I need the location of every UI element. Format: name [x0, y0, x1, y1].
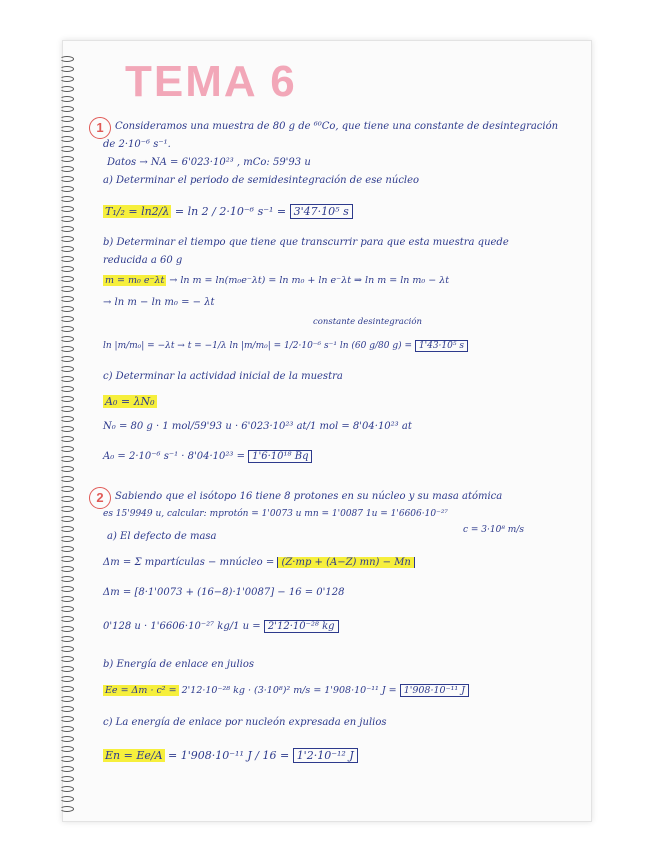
ee-calc: 2'12·10⁻²⁸ kg · (3·10⁸)² m/s = 1'908·10⁻¹¹ J = [181, 685, 397, 696]
notebook-page [62, 40, 592, 822]
p1-data: Datos → NA = 6'023·10²³ , mCo: 59'93 u [107, 157, 311, 168]
p2-statement: Sabiendo que el isótopo 16 tiene 8 protones en su núcleo y su masa atómica [115, 491, 503, 502]
spiral-coil [60, 56, 74, 62]
decay-step3: ln |m/m₀| = −λt → t = −1/λ ln |m/m₀| = 1/2·10⁻⁶ s⁻¹ ln (60 g/80 g) = [103, 341, 413, 351]
spiral-coil [60, 696, 74, 702]
spiral-coil [60, 686, 74, 692]
ee-result: 1'908·10⁻¹¹ J [400, 684, 469, 697]
spiral-coil [60, 156, 74, 162]
spiral-coil [60, 456, 74, 462]
p2-dm-conv-line [103, 621, 339, 632]
spiral-coil [60, 766, 74, 772]
p2-question-a: a) El defecto de masa [107, 531, 217, 542]
spiral-coil [60, 96, 74, 102]
spiral-coil [60, 666, 74, 672]
spiral-coil [60, 226, 74, 232]
spiral-coil [60, 296, 74, 302]
spiral-coil [60, 556, 74, 562]
p1-decay-line [103, 275, 449, 286]
spiral-coil [60, 236, 74, 242]
ee-formula: Ee = Δm · c² = [105, 685, 177, 696]
spiral-coil [60, 726, 74, 732]
spiral-coil [60, 336, 74, 342]
spiral-coil [60, 536, 74, 542]
spiral-coil [60, 786, 74, 792]
p2-c-value: c = 3·10⁸ m/s [463, 525, 524, 535]
p2-en-line [103, 749, 358, 762]
t12-result: 3'47·10⁵ s [290, 204, 353, 219]
spiral-coil [60, 676, 74, 682]
spiral-coil [60, 416, 74, 422]
spiral-coil [60, 656, 74, 662]
spiral-coil [60, 716, 74, 722]
a0-result: 1'6·10¹⁸ Bq [248, 450, 312, 463]
spiral-coil [60, 206, 74, 212]
spiral-coil [60, 136, 74, 142]
decay-step1: → ln m = ln(m₀e⁻λt) = ln m₀ + ln e⁻λt ⇒ ln m = ln m₀ − λt [169, 275, 450, 286]
spiral-coil [60, 266, 74, 272]
dm-formula: (Z·mp + (A−Z) mn) − Mn [277, 557, 414, 568]
a0-calc-line [103, 451, 312, 462]
spiral-coil [60, 646, 74, 652]
spiral-coil [60, 356, 74, 362]
spiral-coil [60, 66, 74, 72]
spiral-coil [60, 776, 74, 782]
spiral-coil [60, 116, 74, 122]
spiral-coil [60, 406, 74, 412]
a0-calc: A₀ = 2·10⁻⁶ s⁻¹ · 8'04·10²³ = [103, 451, 245, 462]
p1-statement: Consideramos una muestra de 80 g de ⁶⁰Co, que tiene una constante de desintegración [115, 121, 559, 132]
p2-ee-line [103, 685, 469, 696]
spiral-coil [60, 636, 74, 642]
problem-number-2: 2 [89, 487, 111, 509]
p1-statement-cont: de 2·10⁻⁶ s⁻¹. [103, 139, 171, 150]
spiral-coil [60, 106, 74, 112]
dm-def: Δm = Σ mpartículas − mnúcleo = [103, 557, 275, 568]
decay-formula: m = m₀ e⁻λt [105, 275, 165, 286]
spiral-coil [60, 496, 74, 502]
p2-dm-line [103, 557, 415, 568]
spiral-coil [60, 706, 74, 712]
spiral-coil [60, 546, 74, 552]
spiral-coil [60, 166, 74, 172]
en-calc: = 1'908·10⁻¹¹ J / 16 = [168, 749, 290, 762]
page-title: TEMA 6 [125, 57, 297, 106]
p2-question-b: b) Energía de enlace en julios [103, 659, 255, 670]
spiral-coil [60, 736, 74, 742]
problem-number-1: 1 [89, 117, 111, 139]
spiral-coil [60, 436, 74, 442]
dm-result: 2'12·10⁻²⁸ kg [264, 620, 339, 633]
dm-calc: Δm = [8·1'0073 + (16−8)·1'0087] − 16 = 0'128 [103, 587, 345, 598]
spiral-coil [60, 366, 74, 372]
spiral-coil [60, 306, 74, 312]
n0-calc: N₀ = 80 g · 1 mol/59'93 u · 6'023·10²³ at/1 mol = 8'04·10²³ at [103, 421, 412, 432]
spiral-coil [60, 396, 74, 402]
spiral-coil [60, 426, 74, 432]
spiral-coil [60, 606, 74, 612]
spiral-coil [60, 616, 74, 622]
spiral-coil [60, 526, 74, 532]
p1-question-c: c) Determinar la actividad inicial de la muestra [103, 371, 343, 382]
spiral-coil [60, 506, 74, 512]
spiral-coil [60, 316, 74, 322]
p2-question-c: c) La energía de enlace por nucleón expresada en julios [103, 717, 387, 728]
spiral-coil [60, 126, 74, 132]
p1-t12-line [103, 205, 353, 218]
spiral-coil [60, 516, 74, 522]
spiral-coil [60, 566, 74, 572]
spiral-binding [60, 56, 74, 816]
decay-annotation: constante desintegración [313, 317, 422, 327]
spiral-coil [60, 326, 74, 332]
p1-question-a: a) Determinar el periodo de semidesintegración de ese núcleo [103, 175, 420, 186]
dm-conv: 0'128 u · 1'6606·10⁻²⁷ kg/1 u = [103, 621, 261, 632]
spiral-coil [60, 246, 74, 252]
a0-formula: A₀ = λN₀ [105, 395, 155, 408]
t12-formula: T₁/₂ = ln2/λ [105, 205, 170, 218]
spiral-coil [60, 256, 74, 262]
p1-question-b-cont: reducida a 60 g [103, 255, 183, 266]
spiral-coil [60, 146, 74, 152]
spiral-coil [60, 796, 74, 802]
p2-statement-cont: es 15'9949 u, calcular: mprotón = 1'0073 u mn = 1'0087 1u = 1'6606·10⁻²⁷ [103, 509, 449, 519]
spiral-coil [60, 346, 74, 352]
spiral-coil [60, 626, 74, 632]
en-result: 1'2·10⁻¹² J [293, 748, 358, 763]
spiral-coil [60, 806, 74, 812]
spiral-coil [60, 76, 74, 82]
spiral-coil [60, 286, 74, 292]
spiral-coil [60, 596, 74, 602]
spiral-coil [60, 86, 74, 92]
spiral-coil [60, 176, 74, 182]
spiral-coil [60, 746, 74, 752]
spiral-coil [60, 476, 74, 482]
spiral-coil [60, 586, 74, 592]
t12-calc: = ln 2 / 2·10⁻⁶ s⁻¹ = [174, 205, 287, 218]
spiral-coil [60, 216, 74, 222]
spiral-coil [60, 486, 74, 492]
spiral-coil [60, 186, 74, 192]
spiral-coil [60, 446, 74, 452]
spiral-coil [60, 756, 74, 762]
spiral-coil [60, 576, 74, 582]
p1-decay-calc-line [103, 341, 468, 351]
decay-result: 1'43·10⁵ s [415, 340, 468, 352]
spiral-coil [60, 196, 74, 202]
a0-formula-line [103, 395, 157, 408]
decay-step2: → ln m − ln m₀ = − λt [103, 297, 215, 308]
spiral-coil [60, 466, 74, 472]
en-formula: En = Ee/A [105, 749, 163, 762]
spiral-coil [60, 276, 74, 282]
spiral-coil [60, 376, 74, 382]
p1-question-b: b) Determinar el tiempo que tiene que transcurrir para que esta muestra quede [103, 237, 509, 248]
spiral-coil [60, 386, 74, 392]
